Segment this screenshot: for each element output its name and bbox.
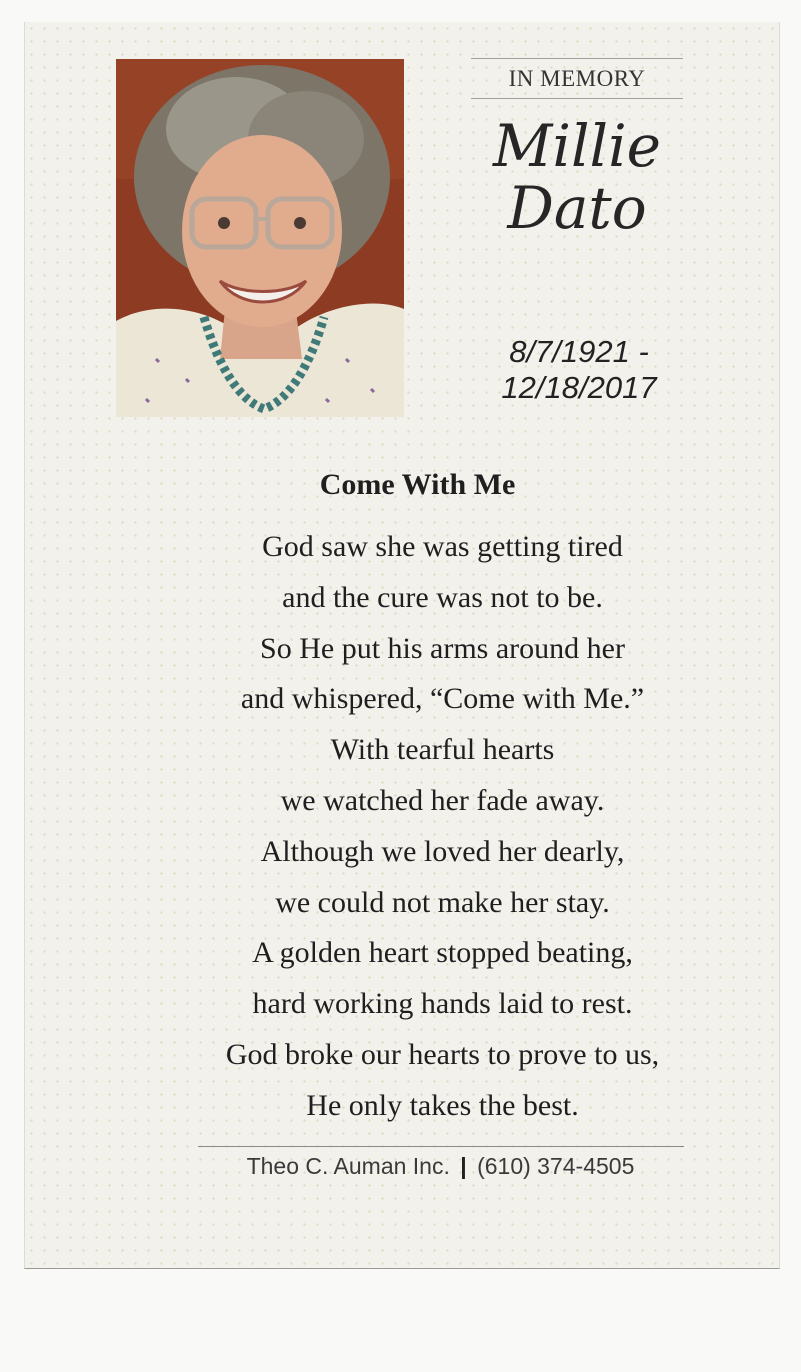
footer-divider <box>198 1146 684 1147</box>
memorial-header <box>471 58 683 242</box>
poem-line: God saw she was getting tired <box>262 530 623 563</box>
poem-line: God broke our hearts to prove to us, <box>225 1037 660 1071</box>
funeral-home-footer <box>25 1153 801 1180</box>
poem-line: we watched her fade away. <box>280 783 605 817</box>
poem-body <box>25 522 801 1132</box>
funeral-home-name: Theo C. Auman Inc. <box>246 1153 450 1179</box>
poem-line: and whispered, “Come with Me.” <box>240 682 645 716</box>
poem-title: Come With Me <box>319 468 516 501</box>
life-dates <box>461 334 697 406</box>
poem-line: and the cure was not to be. <box>282 580 603 614</box>
poem-line: A golden heart stopped beating, <box>252 936 633 970</box>
first-name: Millie <box>493 112 661 180</box>
in-memory-heading: IN MEMORY <box>471 58 683 99</box>
poem-line: With tearful hearts <box>330 733 555 767</box>
memorial-card <box>24 22 780 1269</box>
portrait-illustration <box>116 59 404 417</box>
poem-line: He only takes the best. <box>306 1088 579 1122</box>
portrait-photo <box>116 59 404 417</box>
footer-separator: | <box>460 1153 467 1179</box>
death-date: 12/18/2017 <box>501 370 657 405</box>
birth-date: 8/7/1921 - <box>509 334 649 369</box>
poem-line: So He put his arms around her <box>260 631 625 665</box>
last-name: Dato <box>507 174 647 242</box>
poem-line: we could not make her stay. <box>275 885 610 919</box>
poem-line: hard working hands laid to rest. <box>252 987 633 1021</box>
poem-line: Although we loved her dearly, <box>260 834 625 868</box>
funeral-home-phone: (610) 374-4505 <box>477 1153 635 1179</box>
